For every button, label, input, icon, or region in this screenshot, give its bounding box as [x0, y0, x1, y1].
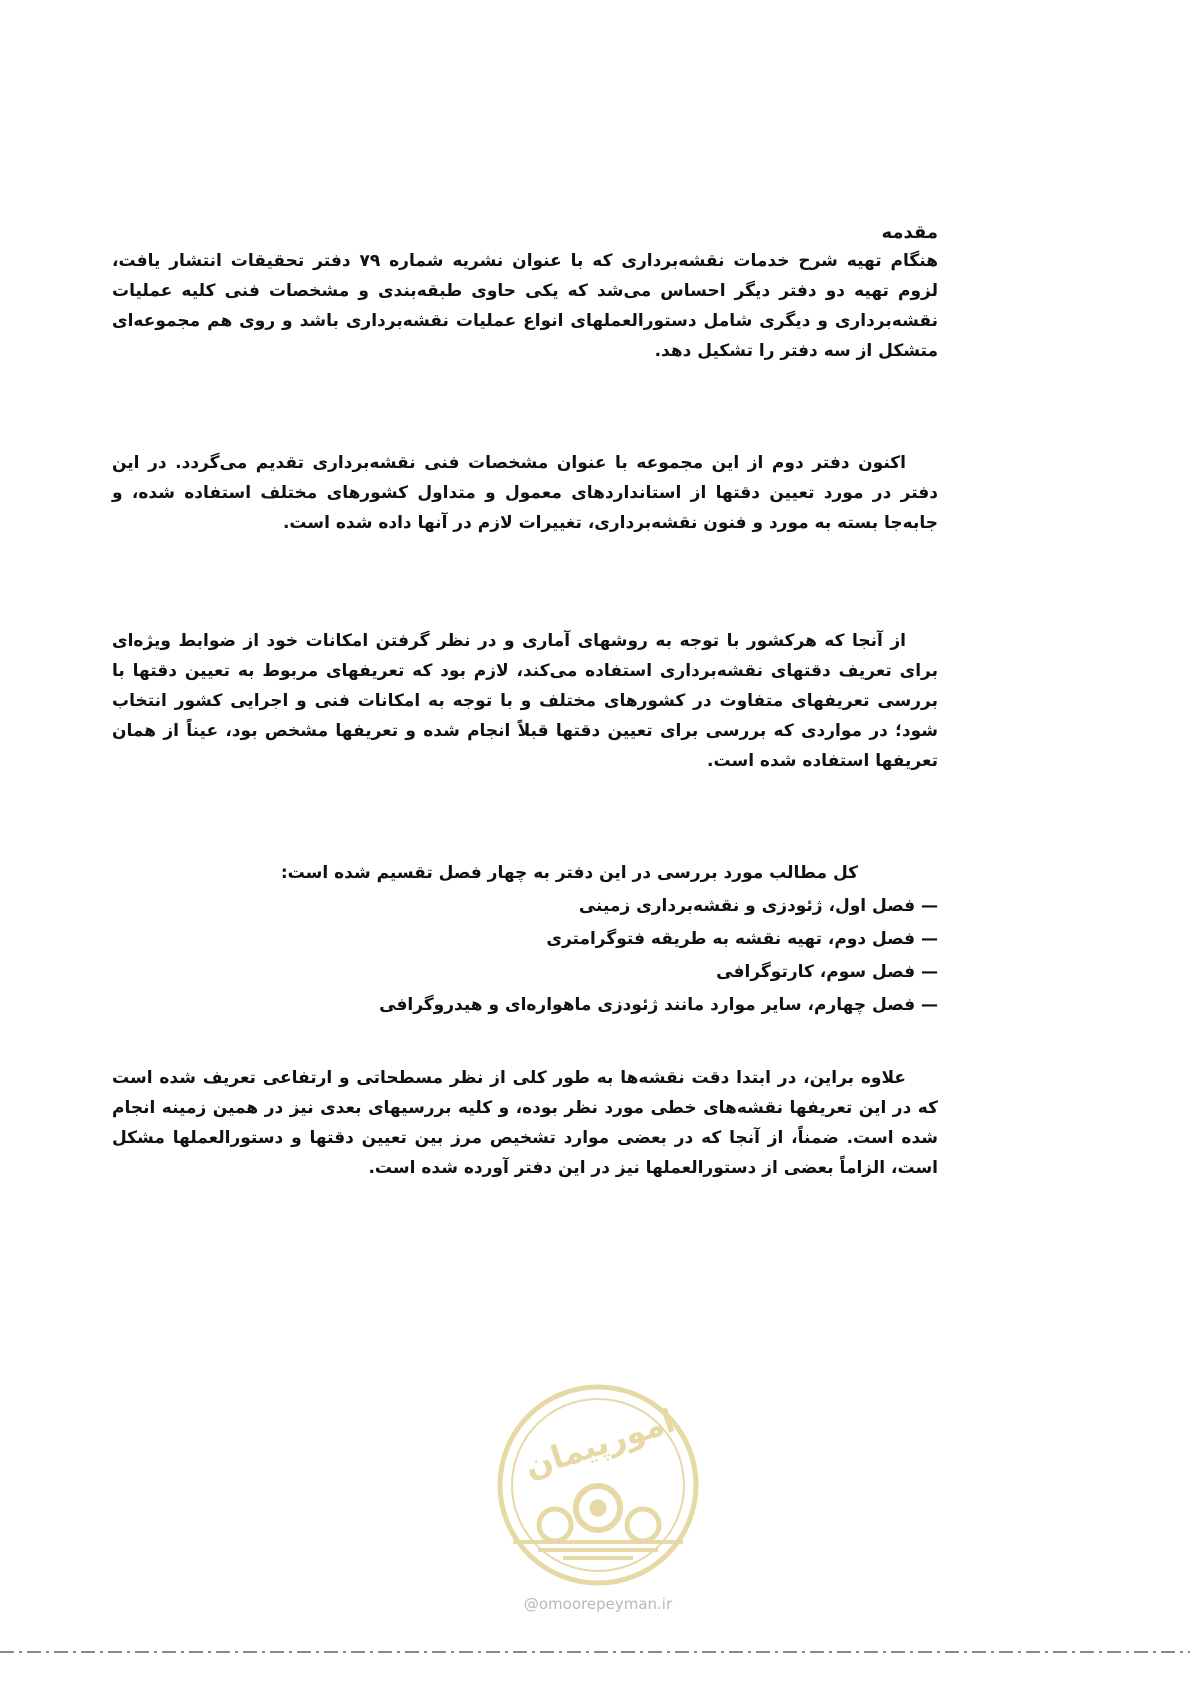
- chapter-list-intro: کل مطالب مورد بررسی در این دفتر به چهار فصل تقسیم شده است:: [280, 863, 858, 883]
- chapter-item-4: — فصل چهارم، سایر موارد مانند ژئودزی ماهواره‌ای و هیدروگرافی: [112, 989, 938, 1022]
- watermark-logo-icon: [493, 1380, 703, 1590]
- paragraph-3: از آنجا که هرکشور با توجه به روشهای آماری و در نظر گرفتن امکانات خود از ضوابط ویژه‌ای برای تعریف دقتهای نقشه‌برداری استفاده می‌کند، لازم بود که تعریفهای مربوط به تعیین دقتها با بررسی تعریفهای متفاوت در کشورهای مختلف و با توجه به امکانات فنی و اجرایی کشور انتخاب شود؛ در مواردی که بررسی برای تعیین دقتها قبلاً انجام شده و تعریفها مشخص بود، عیناً از همان تعریفها استفاده شده است.: [112, 631, 938, 771]
- paragraph-2: اکنون دفتر دوم از این مجموعه با عنوان مشخصات فنی نقشه‌برداری تقدیم می‌گردد. در این دفتر در مورد تعیین دقتها از استانداردهای معمول و متداول کشورهای مختلف استفاده شده، و جابه‌جا بسته به مورد و فنون نقشه‌برداری، تغییرات لازم در آنها داده شده است.: [112, 453, 938, 533]
- chapter-list-block: [112, 857, 938, 1022]
- watermark-site-text: @omoorepeyman.ir: [523, 1595, 673, 1613]
- closing-paragraph: علاوه براین، در ابتدا دقت نقشه‌ها به طور کلی از نظر مسطحاتی و ارتفاعی تعریف شده است که در این تعریفها نقشه‌های خطی مورد نظر بوده، و کلیه بررسیهای بعدی نیز در همین زمینه انجام شده است. ضمناً، از آنجا که در بعضی موارد تشخیص مرز بین تعیین دقتها و دستورالعملها مشکل است، الزاماً بعضی از دستورالعملها نیز در این دفتر آورده شده است.: [112, 1068, 938, 1178]
- section-heading: مقدمه: [881, 222, 938, 243]
- watermark-logo-text: امورپیمان: [519, 1401, 680, 1486]
- footer-scan-line: [0, 1651, 1190, 1653]
- chapter-item-2: — فصل دوم، تهیه نقشه به طریقه فتوگرامتری: [112, 923, 938, 956]
- chapter-item-1: — فصل اول، ژئودزی و نقشه‌برداری زمینی: [112, 890, 938, 923]
- chapter-item-3: — فصل سوم، کارتوگرافی: [112, 956, 938, 989]
- paragraph-1: هنگام تهیه شرح خدمات نقشه‌برداری که با عنوان نشریه شماره ۷۹ دفتر تحقیقات انتشار یافت، لزوم تهیه دو دفتر دیگر احساس می‌شد که یکی حاوی طبقه‌بندی و مشخصات فنی کلیه عملیات نقشه‌برداری و دیگری شامل دستورالعملهای انواع عملیات نقشه‌برداری باشد و روی هم مجموعه‌ای متشکل از سه دفتر را تشکیل دهد.: [112, 251, 938, 361]
- chapter-list: [112, 890, 938, 1022]
